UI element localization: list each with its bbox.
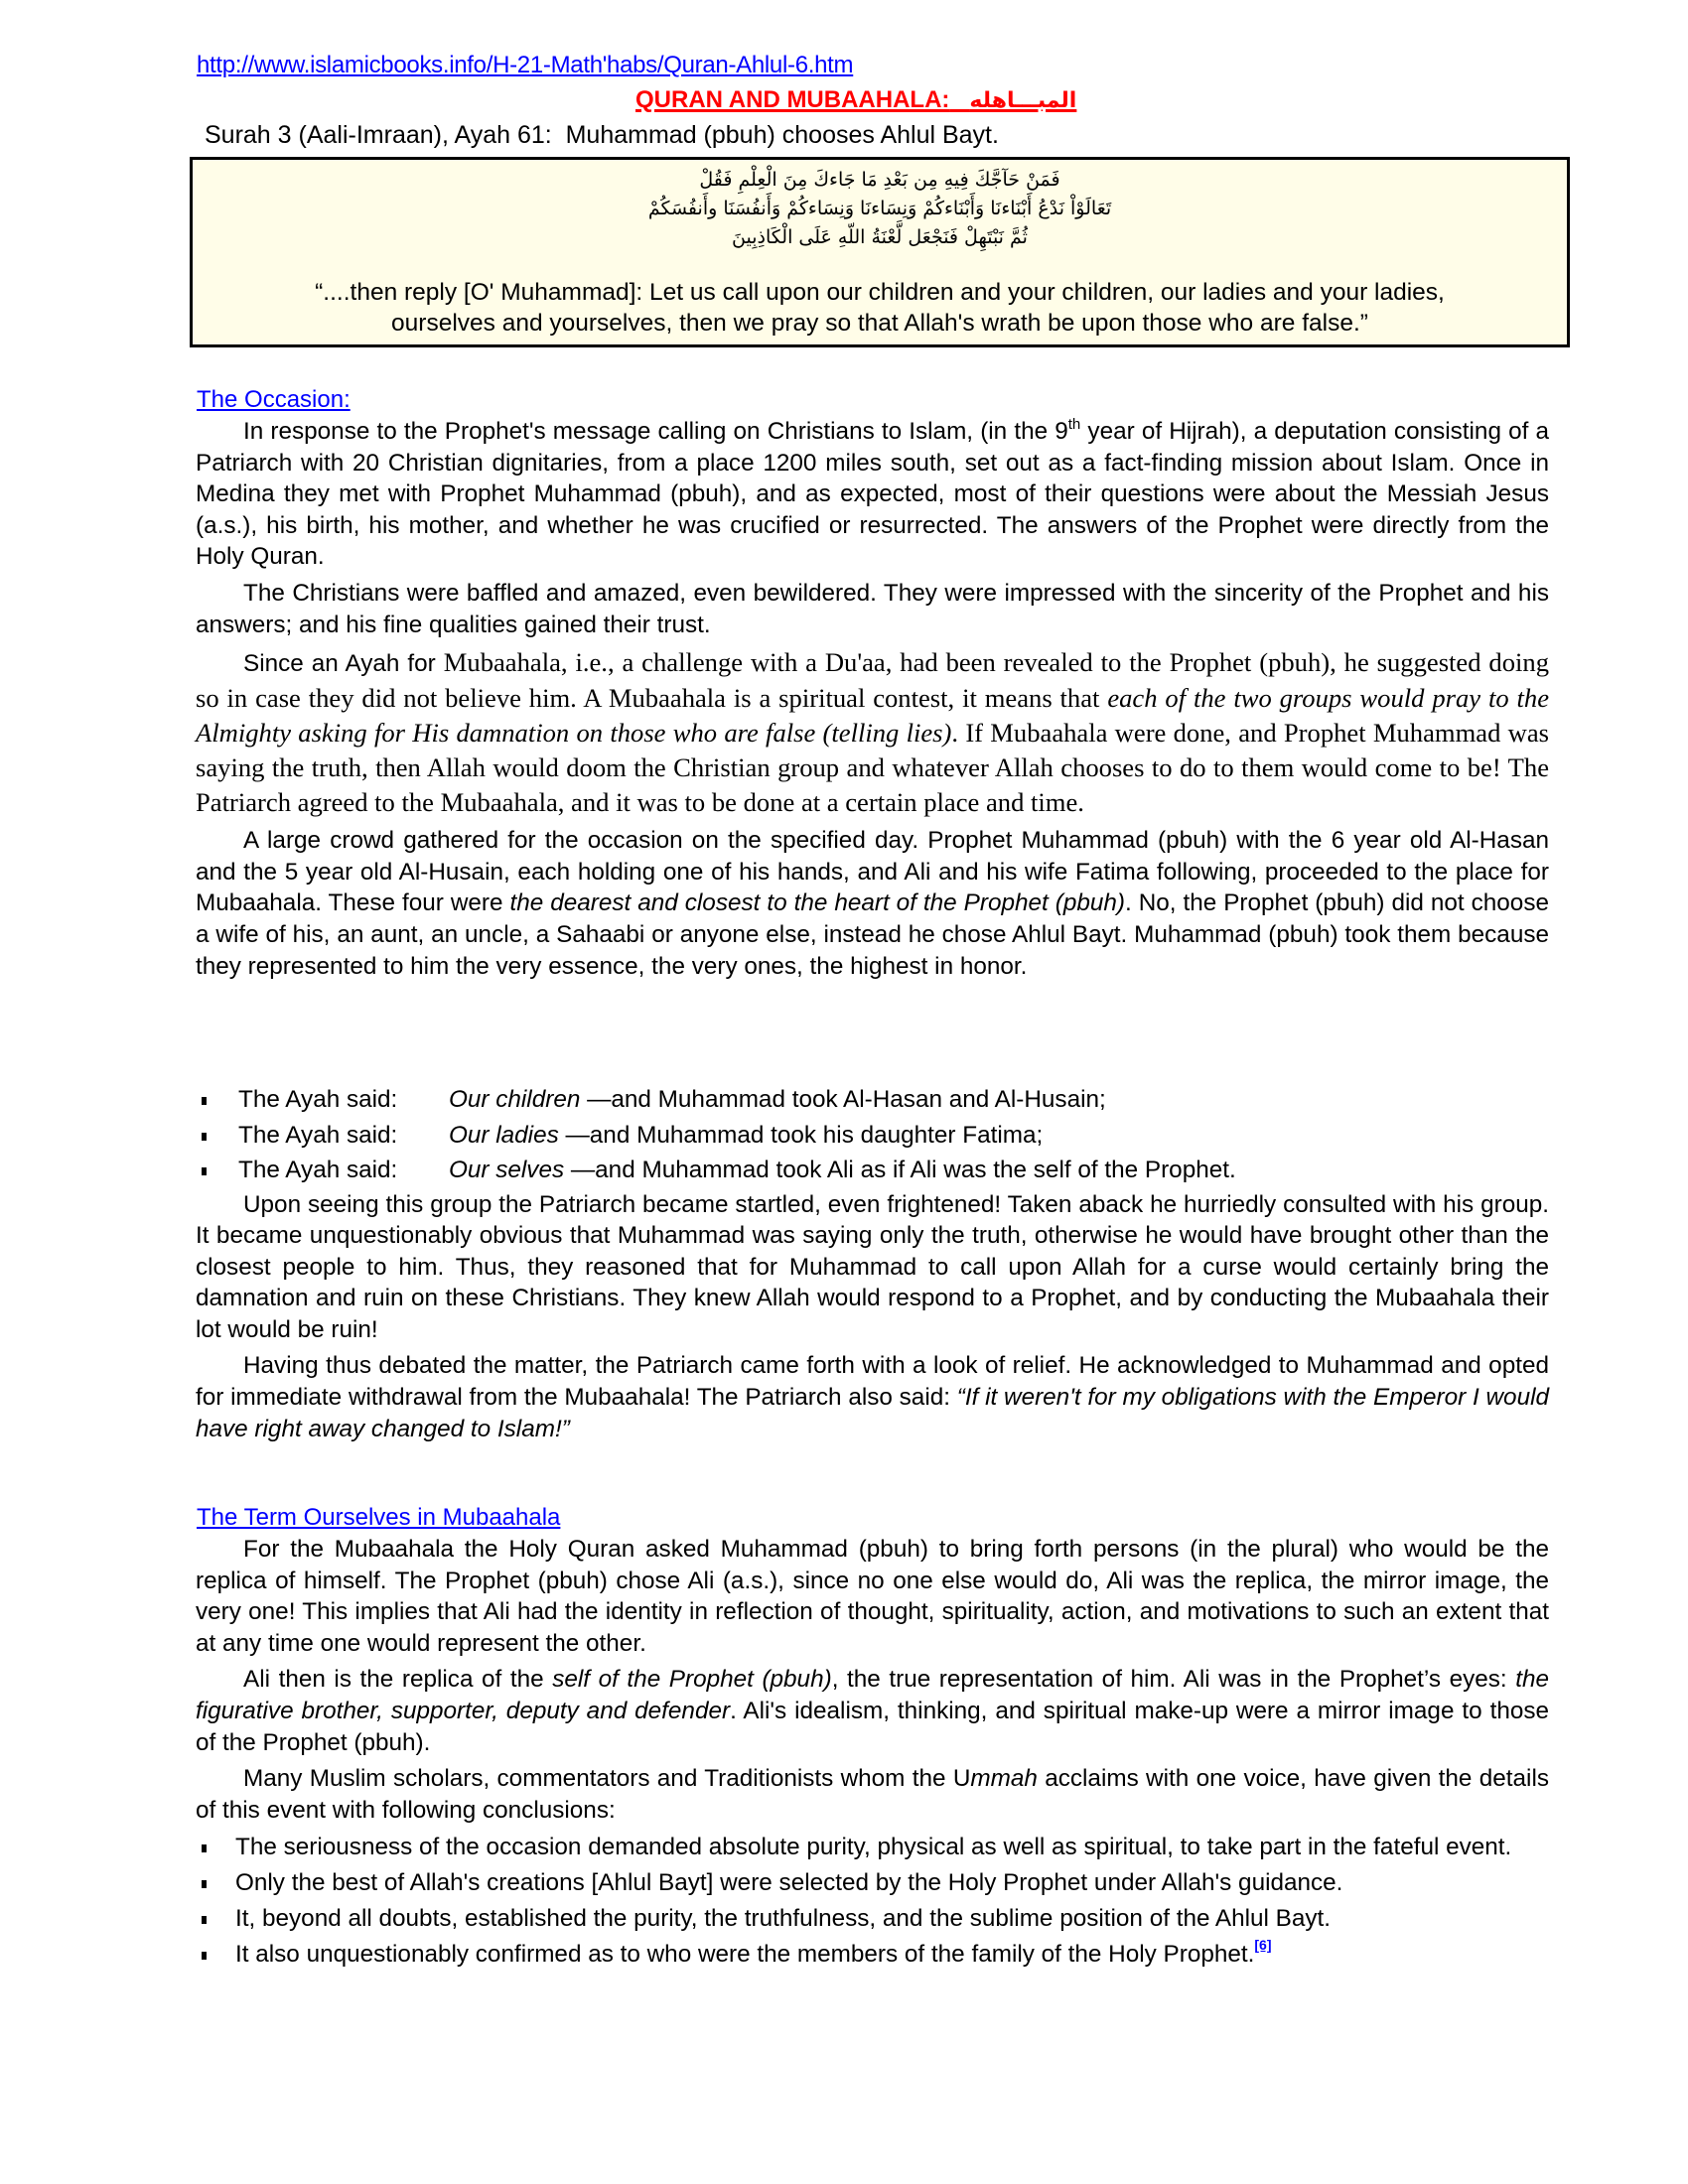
conclusions-list	[196, 1831, 1549, 1971]
paragraph	[196, 825, 1549, 982]
text-run: Many Muslim scholars, commentators and Traditionists whom the U	[243, 1765, 971, 1793]
list-item-text: —and Muhammad took Ali as if Ali was the self of the Prophet.	[564, 1157, 1236, 1183]
superscript: th	[1067, 416, 1081, 433]
list-item-text: —and Muhammad took his daughter Fatima;	[558, 1121, 1044, 1149]
ayah-arabic-line: تَعَالَوْاْ نَدْعُ أَبْنَاءنَا وَأَبْنَاءكُمْ وَنِسَاءنَا وَنِسَاءكُمْ وَأَنفُسَنَا وأَنفُسَكُمْ	[647, 198, 1112, 219]
ayah-translation	[193, 277, 1567, 339]
page-title-arabic: المبـــاهله	[969, 88, 1077, 113]
text-run: acclaims with one voice, have given the details of this event with following conclusions:	[196, 1765, 1549, 1824]
italic-run: the figurative brother, supporter, deputy and defender	[196, 1666, 1550, 1724]
paragraph	[196, 1350, 1549, 1444]
ayah-arabic-line: فَمَنْ حَآجَّكَ فِيهِ مِن بَعْدِ مَا جَاءكَ مِنَ الْعِلْمِ فَقُلْ	[699, 169, 1060, 191]
paragraph	[196, 645, 1549, 820]
paragraph	[196, 1763, 1549, 1826]
list-item-text: —and Muhammad took Al-Hasan and Al-Husain;	[580, 1086, 1106, 1113]
text-run: . Ali's idealism, thinking, and spiritual make-up were a mirror image to those of the Prophet (pbuh).	[196, 1697, 1549, 1756]
italic-run: mmah	[970, 1765, 1038, 1793]
text-run: A large crowd gathered for the occasion on the specified day. Prophet Muhammad (pbuh) with the 6 year old Al-Hasan and the 5 year old Al-Husain, each holding one of his hands, and Ali and his wife Fatima following, proceeded to the place for Mubaahala. These four were	[196, 827, 1549, 917]
section-heading-term-ourselves[interactable]: The Term Ourselves in Mubaahala	[197, 1504, 561, 1531]
list-item-italic: Our ladies	[449, 1121, 559, 1149]
list-item-lead: The Ayah said:	[238, 1157, 398, 1183]
text-run: Since an Ayah for	[243, 650, 444, 678]
page-title-text: QURAN AND MUBAAHALA:	[635, 86, 950, 113]
list-item	[196, 1938, 1549, 1971]
text-run: Mubaahala, i.e., a challenge with a Du'aa, had been revealed to the Prophet (pbuh), he suggested doing so in case they did not believe him. A Mubaahala is a spiritual contest, it means that	[196, 647, 1550, 714]
paragraph	[196, 416, 1549, 573]
section-term-ourselves-body	[196, 1534, 1549, 1974]
text-run: . No, the Prophet (pbuh) did not choose a wife of his, an aunt, an uncle, a Sahaabi or anyone else, instead he chose Ahlul Bayt. Muhammad (pbuh) took them because they represented to him the very essence, the very ones, the highest in honor.	[196, 889, 1549, 980]
list-item	[196, 1153, 1549, 1188]
italic-run: each of the two groups would pray to the Almighty asking for His damnation on those who are false (telling lies)	[196, 683, 1550, 749]
text-run: Having thus debated the matter, the Patriarch came forth with a look of relief. He acknowledged to Muhammad and opted for immediate withdrawal from the Mubaahala! The Patriarch also said:	[196, 1352, 1549, 1412]
text-run: . If Mubaahala were done, and Prophet Muhammad was saying the truth, then Allah would doom the Christian group and whatever Allah chooses to do to them would come to be! The Patriarch agreed to the Mubaahala, and it was to be done at a certain place and time.	[196, 718, 1549, 818]
ayah-box	[190, 157, 1570, 347]
italic-run: “If it weren't for my obligations with the Emperor I would have right away changed to Islam!”	[196, 1384, 1549, 1442]
ayah-translation-line: ourselves and yourselves, then we pray so that Allah's wrath be upon those who are false.”	[391, 310, 1368, 337]
list-item: Only the best of Allah's creations [Ahlul Bayt] were selected by the Holy Prophet under Allah's guidance.	[196, 1866, 1549, 1899]
list-item-lead: The Ayah said:	[238, 1086, 398, 1113]
list-item-italic: Our children	[449, 1086, 581, 1113]
list-item	[196, 1118, 1549, 1154]
text-run: In response to the Prophet's message calling on Christians to Islam, (in the 9	[243, 418, 1068, 445]
section-heading-occasion[interactable]: The Occasion:	[197, 386, 351, 413]
list-item-lead: The Ayah said:	[238, 1121, 398, 1149]
source-url-link[interactable]: http://www.islamicbooks.info/H-21-Math'habs/Quran-Ahlul-6.htm	[197, 52, 854, 78]
paragraph	[196, 1664, 1549, 1758]
paragraph: For the Mubaahala the Holy Quran asked Muhammad (pbuh) to bring forth persons (in the plural) who would be the replica of himself. The Prophet (pbuh) chose Ali (a.s.), since no one else would do, Ali was the replica, the mirror image, the very one! This implies that Ali had the identity in reflection of thought, spirituality, action, and motivations to such an extent that at any time one would represent the other.	[196, 1536, 1549, 1657]
ayah-arabic-line: ثُمَّ نَبْتَهِلْ فَنَجْعَل لَّعْنَةُ اللّهِ عَلَى الْكَاذِبِينَ	[732, 226, 1028, 248]
list-item-text: It also unquestionably confirmed as to who were the members of the family of the Holy Prophet.	[235, 1941, 1255, 1969]
italic-run: self of the Prophet (pbuh)	[552, 1666, 832, 1694]
footnote-ref-link[interactable]: [6]	[1254, 1937, 1272, 1954]
ayah-said-list-block	[196, 1082, 1549, 1449]
text-run: year of Hijrah), a deputation consisting of a Patriarch with 20 Christian dignitaries, from a place 1200 miles south, set out as a fact-finding mission about Islam. Once in Medina they met with Prophet Muhammad (pbuh), and as expected, most of their questions were about the Messiah Jesus (a.s.), his birth, his mother, and whether he was crucified or resurrected. The answers of the Prophet were directly from the Holy Quran.	[196, 418, 1550, 571]
text-run: Ali then is the replica of the	[243, 1666, 553, 1694]
paragraph: The Christians were baffled and amazed, even bewildered. They were impressed with the sincerity of the Prophet and his answers; and his fine qualities gained their trust.	[196, 579, 1549, 638]
list-item: The seriousness of the occasion demanded absolute purity, physical as well as spiritual, to take part in the fateful event.	[196, 1831, 1549, 1863]
list-item: It, beyond all doubts, established the purity, the truthfulness, and the sublime position of the Ahlul Bayt.	[196, 1902, 1549, 1935]
section-occasion-body	[196, 416, 1549, 987]
ayah-said-list	[196, 1082, 1549, 1188]
ayah-translation-line: “....then reply [O' Muhammad]: Let us call upon our children and your children, our ladies and your ladies,	[315, 279, 1445, 306]
italic-run: the dearest and closest to the heart of the Prophet (pbuh)	[509, 889, 1125, 917]
paragraph: Upon seeing this group the Patriarch became startled, even frightened! Taken aback he hurriedly consulted with his group. It became unquestionably obvious that Muhammad was saying only the truth, otherwise he would have brought other than the closest people to him. Thus, they reasoned that for Muhammad to call upon Allah for a curse would certainly bring the damnation and ruin on these Christians. They knew Allah would respond to a Prophet, and by conducting the Mubaahala their lot would be ruin!	[196, 1190, 1549, 1343]
list-item-italic: Our selves	[449, 1157, 565, 1183]
ayah-arabic-text	[193, 166, 1567, 252]
page-subtitle: Surah 3 (Aali-Imraan), Ayah 61: Muhammad (pbuh) chooses Ahlul Bayt.	[205, 121, 999, 149]
text-run: , the true representation of him. Ali was in the Prophet’s eyes:	[831, 1666, 1516, 1694]
page-title	[635, 86, 1076, 114]
list-item	[196, 1082, 1549, 1118]
